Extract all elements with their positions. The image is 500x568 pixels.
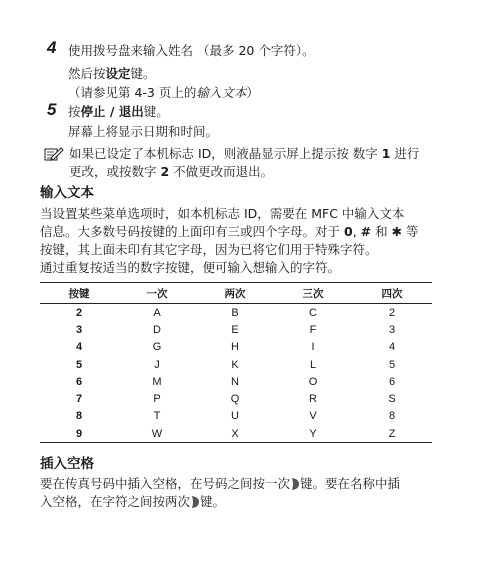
table-cell: 9: [40, 425, 118, 443]
table-cell: N: [231, 375, 239, 388]
section-2-line-2-pre: 入空格，在字符之间按两次: [40, 494, 191, 509]
table-cell: 6: [75, 375, 83, 388]
col-header-twice: 两次: [196, 283, 274, 304]
step-5-line-1-post: 键。: [143, 104, 169, 119]
table-cell: Z: [352, 425, 432, 443]
table-row: [40, 304, 432, 322]
step-4-line-1: 使用拨号盘来输入姓名 （最多 20 个字符）。: [68, 43, 315, 58]
table-cell: 5: [388, 358, 396, 371]
note-line-2-pre: 更改，或按数字: [69, 164, 161, 179]
section-2-line-2: [40, 494, 225, 510]
stop-exit-key-label: 停止 / 退出: [80, 104, 144, 119]
para-1-line-2-and: 和: [371, 224, 392, 239]
star-key-label: ✱: [391, 224, 403, 239]
table-row: [40, 390, 432, 407]
step-4-line-2-pre: 然后按: [68, 66, 106, 81]
table-cell: J: [154, 358, 160, 371]
hash-key-label: #: [360, 224, 372, 239]
table-cell: Q: [230, 393, 240, 406]
table-cell: P: [153, 393, 161, 406]
section-2-line-1: [40, 476, 400, 492]
right-arrow-button-icon: [290, 477, 300, 491]
para-1-line-2-comma: ,: [352, 224, 361, 239]
table-cell: X: [196, 425, 274, 443]
step-5-line-2: 屏幕上将显示日期和时间。: [68, 124, 219, 139]
section-2-line-1-post: 键。要在名称中插: [300, 476, 401, 491]
table-cell: G: [152, 341, 162, 354]
step-4-line-3-pre: （请参见第 4-3 页上的: [68, 85, 197, 100]
section-2-line-2-post: 键。: [200, 494, 226, 509]
zero-key-label: 0: [343, 224, 353, 239]
table-row: [40, 356, 432, 373]
table-cell: C: [309, 306, 317, 319]
table-cell: H: [231, 341, 239, 354]
step-number-5: 5: [47, 100, 57, 119]
note-digit-2: 2: [160, 164, 170, 179]
table-cell: E: [231, 323, 239, 336]
col-header-four-times: 四次: [352, 283, 432, 304]
section-1-para-1-line-1: 当设置某些菜单选项时，如本机标志 ID，需要在 MFC 中输入文本: [40, 206, 405, 221]
table-row: [40, 373, 432, 390]
table-cell: M: [152, 375, 162, 388]
table-cell: U: [231, 410, 239, 423]
section-1-para-1-line-3: 按键，其上面未印有其它字母，因为已将它们用于特殊字符。: [40, 242, 378, 257]
table-cell: B: [231, 306, 239, 319]
para-1-line-2-pre: 信息。大多数号码按键的上面印有三或四个字母。对于: [40, 224, 344, 239]
table-cell: 3: [75, 323, 83, 336]
table-cell: 3: [388, 323, 396, 336]
table-cell: K: [231, 358, 239, 371]
section-1-para-2: 通过重复按适当的数字按键，便可输入想输入的字符。: [40, 260, 341, 275]
col-header-three-times: 三次: [274, 283, 352, 304]
section-heading-input-text: 输入文本: [40, 185, 94, 201]
note-line-2-post: 不做更改而退出。: [169, 164, 274, 179]
table-cell: 8: [75, 410, 83, 423]
table-cell: A: [153, 306, 161, 319]
table-cell: D: [153, 323, 161, 336]
right-arrow-button-icon: [190, 495, 200, 509]
table-cell: T: [153, 410, 161, 423]
table-cell: 2: [388, 306, 396, 319]
table-header-row: [40, 283, 432, 304]
table-cell: R: [309, 393, 317, 406]
note-line-1-pre: 如果已设定了本机标志 ID，则液晶显示屏上提示按 数字: [69, 146, 382, 161]
para-1-line-2-post: 等: [402, 224, 419, 239]
section-2-line-1-pre: 要在传真号码中插入空格，在号码之间按一次: [40, 476, 291, 491]
key-character-table: [40, 282, 432, 443]
table-cell: I: [311, 341, 315, 354]
col-header-key: 按键: [40, 283, 118, 304]
step-number-4: 4: [47, 38, 57, 57]
table-cell: S: [388, 393, 396, 406]
table-cell: 4: [75, 341, 83, 354]
input-text-ref: 输入文本: [196, 85, 247, 100]
table-row: [40, 321, 432, 338]
table-cell: 6: [388, 375, 396, 388]
section-1-para-1-line-2: [40, 224, 419, 240]
table-cell: 2: [75, 306, 83, 319]
note-line-1: [69, 146, 419, 162]
step-4-line-3-post: ）: [246, 85, 259, 100]
col-header-once: 一次: [118, 283, 196, 304]
table-cell: O: [308, 375, 318, 388]
table-cell: W: [118, 425, 196, 443]
step-5-line-1-pre: 按: [68, 104, 81, 119]
table-row: [40, 339, 432, 356]
note-line-1-post: 进行: [390, 146, 420, 161]
note-line-2: [69, 164, 273, 180]
step-5-line-1: [68, 104, 169, 120]
table-row: [40, 425, 432, 443]
table-cell: F: [309, 323, 317, 336]
note-pencil-icon: [44, 146, 64, 162]
step-4-line-2: [68, 66, 156, 82]
table-row: [40, 408, 432, 425]
table-cell: L: [309, 358, 317, 371]
section-heading-insert-space: 插入空格: [40, 456, 94, 472]
step-4-line-2-post: 键。: [130, 66, 156, 81]
set-key-label: 设定: [105, 66, 131, 81]
step-4-line-3: [68, 85, 259, 101]
note-digit-1: 1: [381, 146, 391, 161]
table-cell: 4: [388, 341, 396, 354]
table-cell: Y: [274, 425, 352, 443]
table-cell: V: [309, 410, 317, 423]
table-cell: 7: [75, 393, 83, 406]
table-cell: 5: [75, 358, 83, 371]
table-cell: 8: [388, 410, 396, 423]
